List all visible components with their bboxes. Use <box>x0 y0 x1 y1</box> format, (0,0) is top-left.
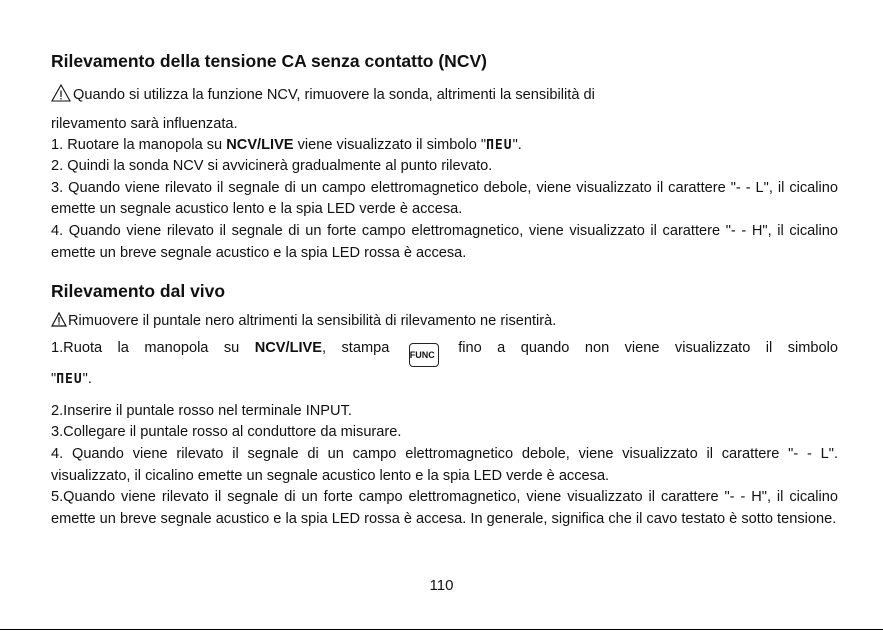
ncv-live-keyword: NCV/LIVE <box>226 136 294 153</box>
ncv-warning <box>51 84 838 107</box>
live-warning <box>51 311 838 333</box>
ncv-live-keyword: NCV/LIVE <box>254 339 323 356</box>
live-step-1-end: fino a quando non viene visualizzato il simbolo <box>442 339 838 356</box>
ncv-step-4: 4. Quando viene rilevato il segnale di un forte campo elettromagnetico, viene visualizzato il carattere "- - H", il cicalino emette un breve segnale acustico e la spia LED rossa è accesa. <box>51 222 838 261</box>
live-display-symbol: ΠEU <box>56 371 83 387</box>
live-step-1-mid: , stampa <box>322 339 405 356</box>
ncv-step-1-end: ". <box>512 136 522 153</box>
manual-page <box>51 48 838 530</box>
live-symbol-close-quote: ". <box>82 370 92 387</box>
func-button-icon: FUNC <box>409 343 439 367</box>
ncv-step-1-text: 1. Ruotare la manopola su <box>51 136 227 153</box>
warning-triangle-icon <box>51 312 67 327</box>
live-symbol-open-quote: " <box>51 370 57 387</box>
ncv-step-1 <box>51 135 838 157</box>
ncv-warning-line2: rilevamento sarà influenzata. <box>51 115 238 132</box>
live-step-1-text: 1.Ruota la manopola su <box>51 339 240 356</box>
page-number: 110 <box>429 577 454 594</box>
live-step-5: 5.Quando viene rilevato il segnale di un forte campo elettromagnetico, viene visualizzato il carattere "- - H", il cicalino emette un breve segnale acustico e la spia LED rossa è accesa. In generale, significa che il cavo testato è sotto tensione. <box>51 489 838 527</box>
live-step-4: 4. Quando viene rilevato il segnale di un campo elettromagnetico debole, viene visualizzato il carattere "- - L". visualizzato, il cicalino emette un segnale acustico lento e la spia LED verde è accesa. <box>51 445 838 484</box>
ncv-step-3: 3. Quando viene rilevato il segnale di un campo elettromagnetico debole, viene visualizzato il carattere "- - L", il cicalino emette un segnale acustico lento e la spia LED verde è accesa. <box>51 179 838 218</box>
ncv-warning-line1: Quando si utilizza la funzione NCV, rimuovere la sonda, altrimenti la sensibilità di <box>73 87 595 103</box>
live-step-2: 2.Inserire il puntale rosso nel terminale INPUT. <box>51 402 352 419</box>
section-title-ncv: Rilevamento della tensione CA senza contatto (NCV) <box>51 51 487 71</box>
live-step-1 <box>51 335 838 367</box>
ncv-step-2: 2. Quindi la sonda NCV si avvicinerà gradualmente al punto rilevato. <box>51 158 493 175</box>
live-step-3: 3.Collegare il puntale rosso al conduttore da misurare. <box>51 424 402 441</box>
ncv-display-symbol: ΠEU <box>486 137 513 153</box>
warning-triangle-icon <box>51 84 71 102</box>
live-warning-text: Rimuovere il puntale nero altrimenti la sensibilità di rilevamento ne risentirà. <box>68 313 557 330</box>
section-title-live: Rilevamento dal vivo <box>51 281 226 302</box>
ncv-step-1-mid: viene visualizzato il simbolo " <box>293 136 487 153</box>
live-step-1-symbol-line <box>51 367 838 392</box>
bottom-divider <box>0 629 883 630</box>
